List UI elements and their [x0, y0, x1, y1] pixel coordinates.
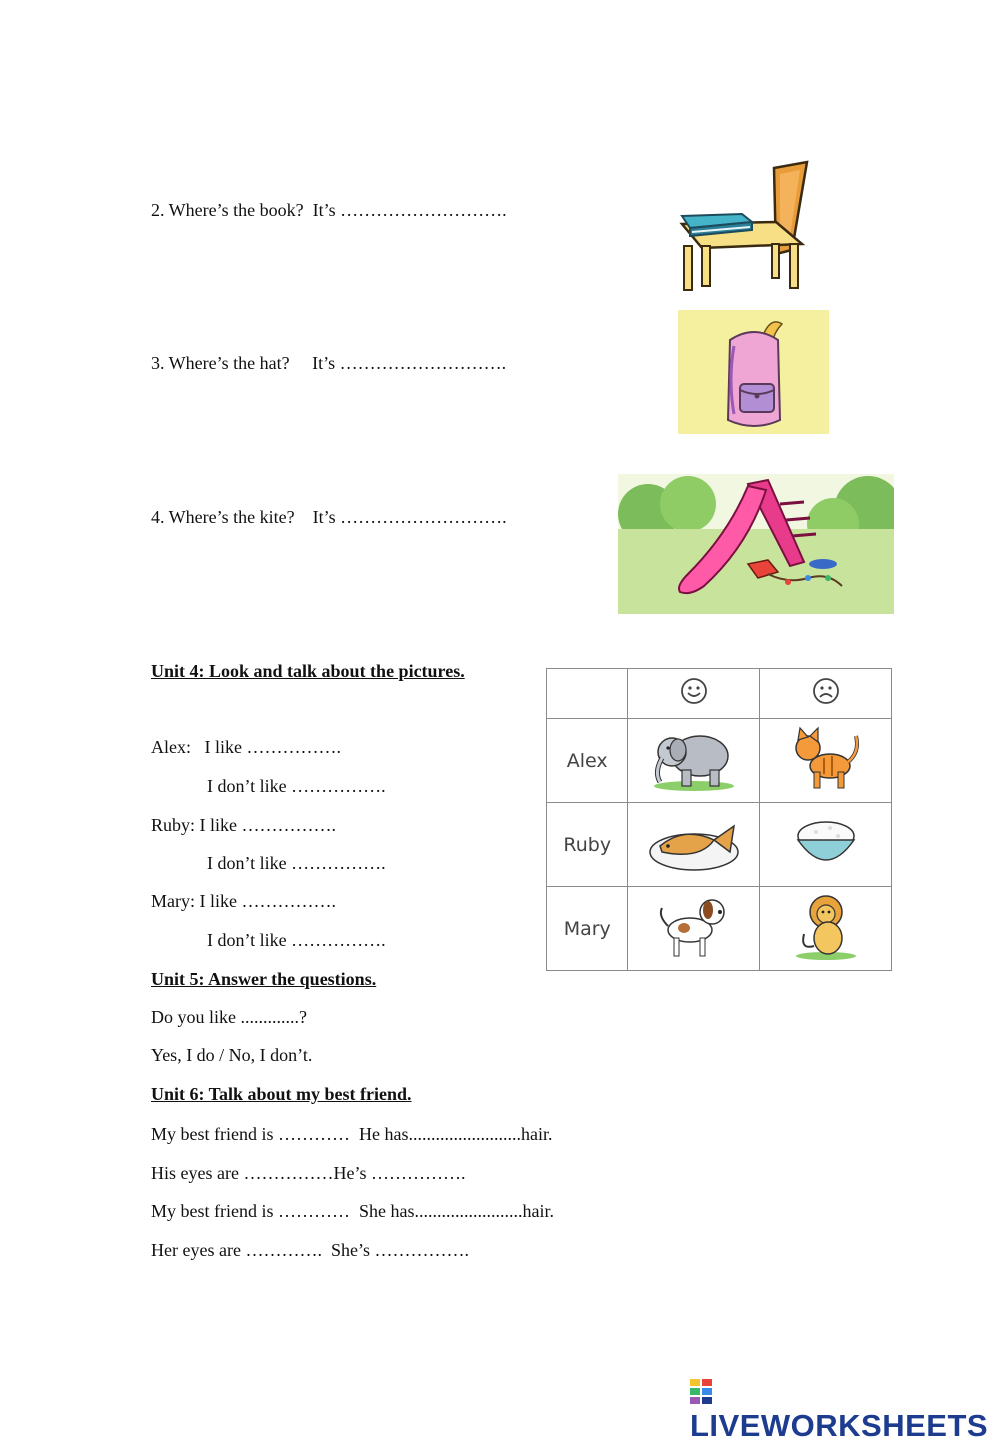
table-row	[547, 803, 892, 887]
row-name-alex: Alex	[547, 719, 628, 803]
unit6-line: My best friend is ………… He has.........................hair.	[151, 1124, 553, 1144]
question-3: 3. Where’s the hat? It’s ……………………….	[151, 353, 507, 373]
unit4-line: Ruby: I like …………….	[151, 815, 336, 835]
unit6-line: Her eyes are …………. She’s …………….	[151, 1240, 469, 1260]
dog-icon	[654, 890, 734, 962]
elephant-icon	[646, 722, 742, 794]
cat-icon	[786, 722, 866, 794]
table-row	[547, 719, 892, 803]
unit6-line: My best friend is ………… She has........................hair.	[151, 1201, 554, 1221]
unit4-line: Alex: I like …………….	[151, 737, 341, 757]
row-name-mary: Mary	[547, 887, 628, 971]
unit6-heading: Unit 6: Talk about my best friend.	[151, 1084, 412, 1104]
unit4-heading: Unit 4: Look and talk about the pictures.	[151, 661, 465, 681]
unit4-line: I don’t like …………….	[207, 776, 386, 796]
hat-bag-picture	[678, 310, 829, 434]
elephant-cell	[628, 719, 760, 803]
question-2: 2. Where’s the book? It’s ……………………….	[151, 200, 507, 220]
table-header-row	[547, 669, 892, 719]
dog-cell	[628, 887, 760, 971]
unit4-line: I don’t like …………….	[207, 853, 386, 873]
like-header-cell	[628, 669, 760, 719]
sad-face-icon	[811, 676, 841, 706]
unit5-heading: Unit 5: Answer the questions.	[151, 969, 377, 989]
smiley-face-icon	[679, 676, 709, 706]
chair-book-picture	[672, 158, 817, 296]
lion-cell	[760, 887, 892, 971]
dislike-header-cell	[760, 669, 892, 719]
cat-cell	[760, 719, 892, 803]
rice-cell	[760, 803, 892, 887]
unit5-line: Yes, I do / No, I don’t.	[151, 1045, 313, 1065]
unit4-line: I don’t like …………….	[207, 930, 386, 950]
slide-kite-picture	[618, 474, 894, 614]
logo-text: LIVEWORKSHEETS	[690, 1408, 989, 1443]
likes-table	[546, 668, 892, 971]
rice-bowl-icon	[786, 806, 866, 878]
liveworksheets-logo	[690, 1372, 1000, 1444]
lion-icon	[786, 890, 866, 962]
unit4-line: Mary: I like …………….	[151, 891, 336, 911]
fish-cell	[628, 803, 760, 887]
logo-blocks-icon	[690, 1379, 712, 1405]
question-4: 4. Where’s the kite? It’s ……………………….	[151, 507, 507, 527]
table-corner-cell	[547, 669, 628, 719]
table-row	[547, 887, 892, 971]
fish-icon	[644, 806, 744, 878]
row-name-ruby: Ruby	[547, 803, 628, 887]
unit6-line: His eyes are ……………He’s …………….	[151, 1163, 466, 1183]
unit5-line: Do you like .............?	[151, 1007, 307, 1027]
